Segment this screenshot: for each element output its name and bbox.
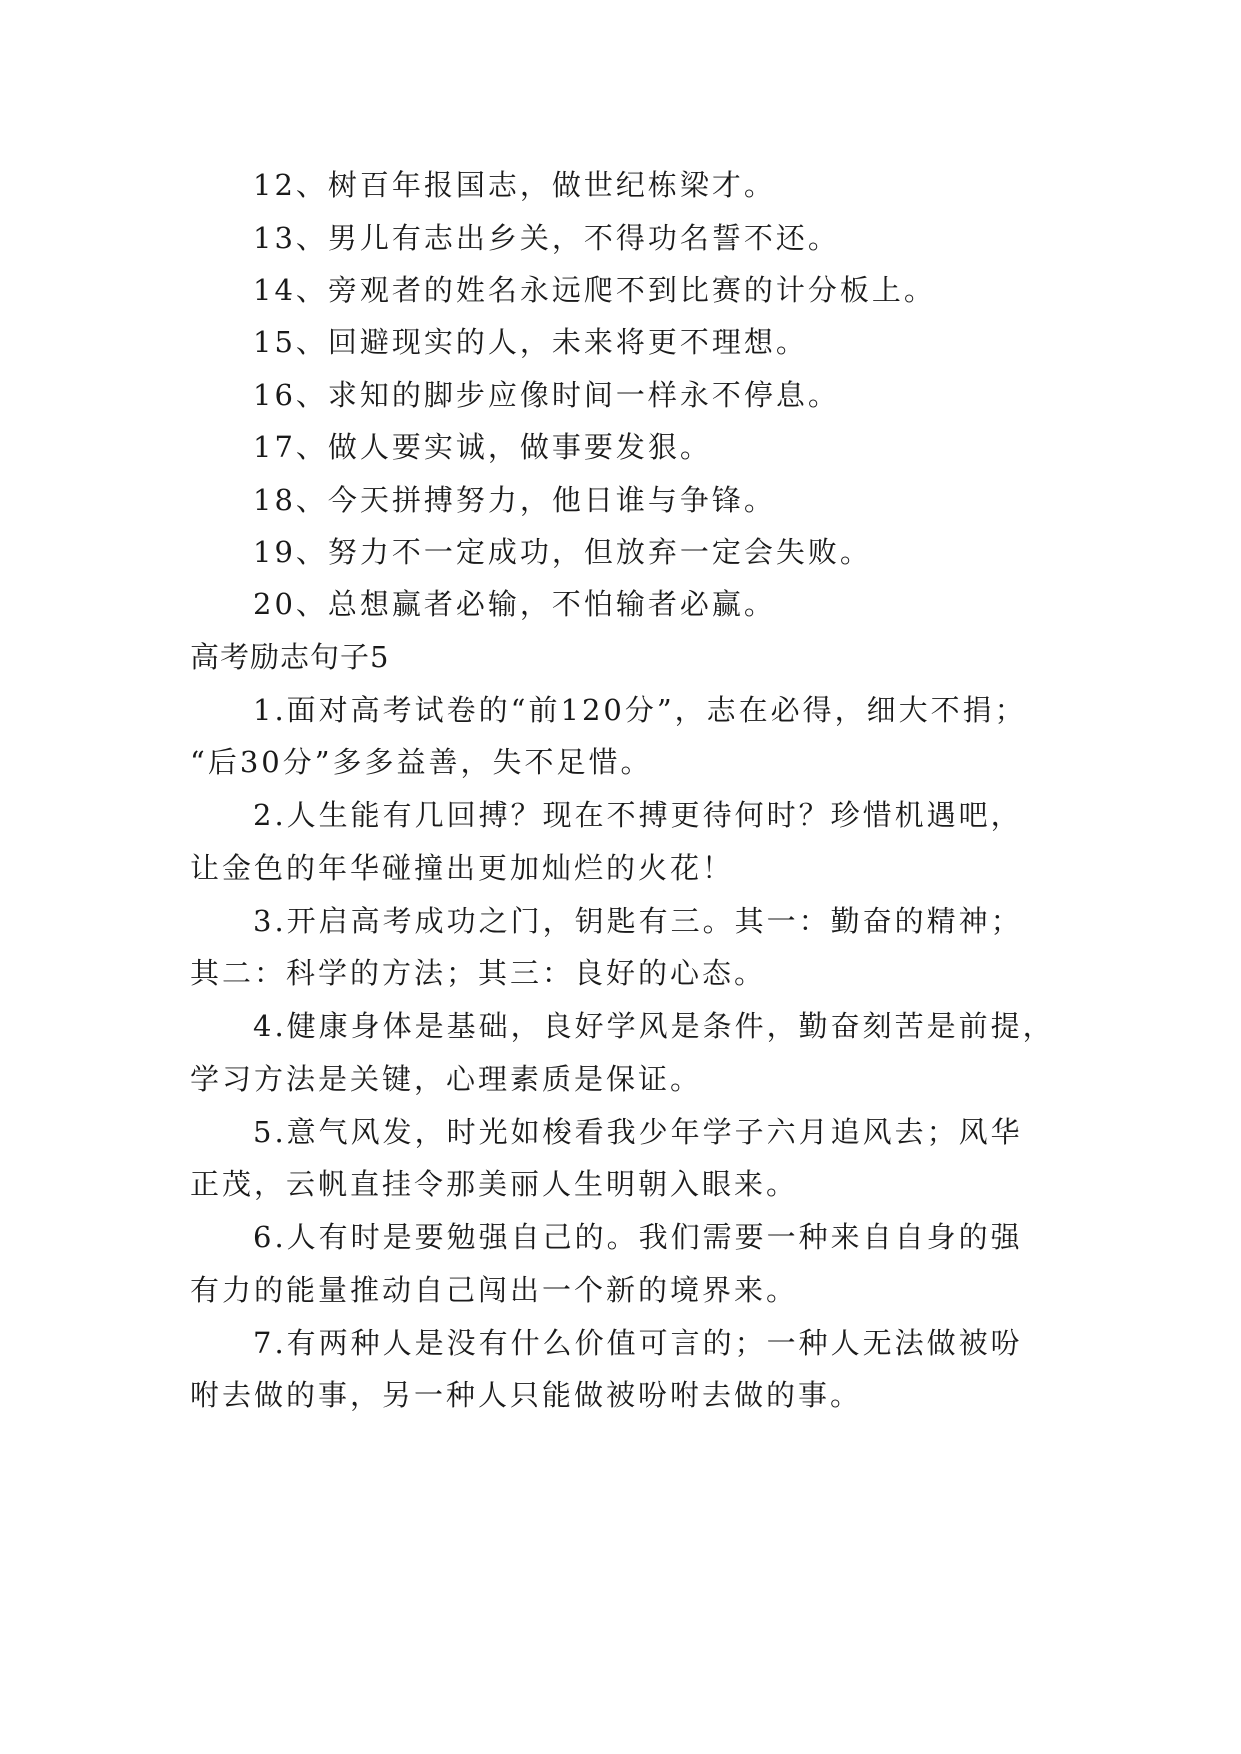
paragraph-line: 4.健康身体是基础，良好学风是条件，勤奋刻苦是前提，: [253, 1009, 1055, 1043]
list-item: 15、回避现实的人，未来将更不理想。: [253, 325, 808, 359]
paragraph-line: 咐去做的事，另一种人只能做被吩咐去做的事。: [190, 1378, 863, 1412]
list-item: 18、今天拼搏努力，他日谁与争锋。: [253, 483, 776, 517]
paragraph-line: 3.开启高考成功之门，钥匙有三。其一：勤奋的精神；: [253, 904, 1023, 938]
paragraph-line: 学习方法是关键，心理素质是保证。: [190, 1062, 703, 1096]
paragraph-line: 让金色的年华碰撞出更加灿烂的火花！: [190, 851, 735, 885]
paragraph-line: 1.面对高考试卷的“前120分”，志在必得，细大不捐；: [253, 693, 1027, 727]
paragraph-line: 6.人有时是要勉强自己的。我们需要一种来自自身的强: [253, 1220, 1023, 1254]
paragraph-line: 2.人生能有几回搏？现在不搏更待何时？珍惜机遇吧，: [253, 798, 1023, 832]
paragraph-line: 有力的能量推动自己闯出一个新的境界来。: [190, 1273, 799, 1307]
list-item: 14、旁观者的姓名永远爬不到比赛的计分板上。: [253, 273, 936, 307]
paragraph-line: 其二：科学的方法；其三：良好的心态。: [190, 956, 767, 990]
paragraph-line: “后30分”多多益善，失不足惜。: [190, 745, 653, 779]
paragraph-line: 7.有两种人是没有什么价值可言的；一种人无法做被吩: [253, 1326, 1023, 1360]
list-item: 19、努力不一定成功，但放弃一定会失败。: [253, 535, 872, 569]
list-item: 17、做人要实诚，做事要发狠。: [253, 430, 712, 464]
paragraph-line: 5.意气风发，时光如梭看我少年学子六月追风去；风华: [253, 1115, 1023, 1149]
list-item: 20、总想赢者必输，不怕输者必赢。: [253, 587, 776, 621]
list-item: 13、男儿有志出乡关，不得功名誓不还。: [253, 221, 840, 255]
list-item: 12、树百年报国志，做世纪栋梁才。: [253, 168, 776, 202]
list-item: 16、求知的脚步应像时间一样永不停息。: [253, 378, 840, 412]
section-heading: 高考励志句子5: [190, 640, 390, 674]
paragraph-line: 正茂，云帆直挂令那美丽人生明朝入眼来。: [190, 1167, 799, 1201]
